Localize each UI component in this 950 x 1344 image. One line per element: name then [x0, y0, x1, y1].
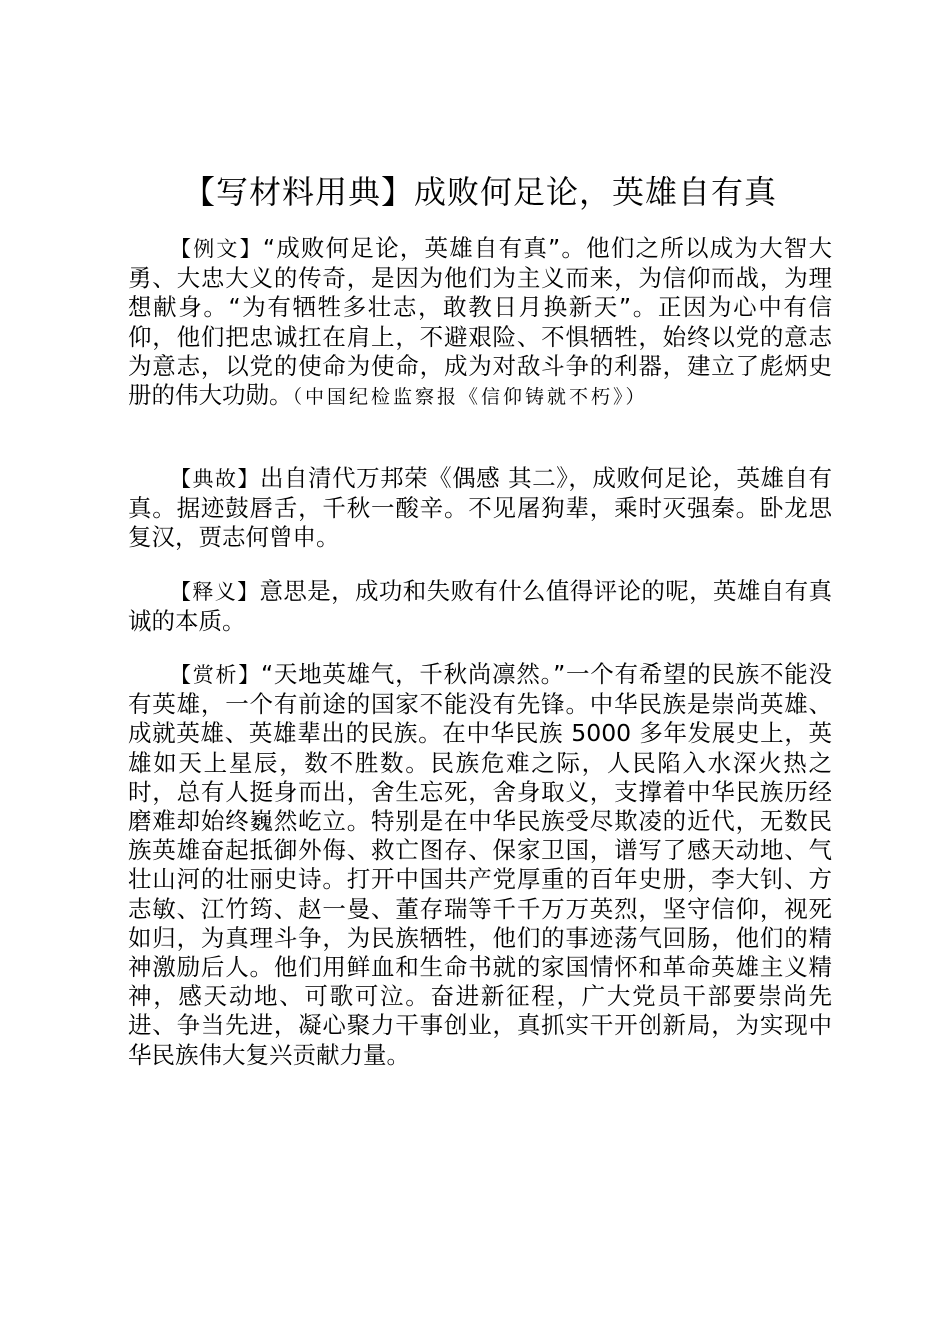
example-paragraph — [128, 234, 832, 412]
allusion-tag: 【典故】 — [170, 467, 261, 491]
example-tag: 【例文】 — [170, 237, 263, 261]
document-title: 【写材料用典】成败何足论，英雄自有真 — [182, 173, 777, 211]
appreciation-tag: 【赏析】 — [170, 663, 261, 687]
allusion-text: 出自清代万邦荣《偶感 其二》，成败何足论，英雄自有真。据迹鼓唇舌，千秋一酸辛。不见屠狗辈，乘时灭强秦。卧龙思复汉，贾志何曾申。 — [128, 464, 832, 552]
example-source: （中国纪检监察报《信仰铸就不朽》） — [292, 386, 648, 409]
meaning-text: 意思是，成功和失败有什么值得评论的呢，英雄自有真诚的本质。 — [128, 577, 833, 636]
appreciation-paragraph — [128, 660, 832, 1070]
appreciation-text: “天地英雄气，千秋尚凛然。”一个有希望的民族不能没有英雄，一个有前途的国家不能没有先锋。中华民族是崇尚英雄、成就英雄、英雄辈出的民族。在中华民族 5000 多年发展史上，英雄如天上星辰，数不胜数。民族危难之际，人民陷入水深火热之时，总有人挺身而出，舍生忘死，舍身取义，支撑着中华民族历经磨难却始终巍然屹立。特别是在中华民族受尽欺凌的近代，无数民族英雄奋起抵御外侮、救亡图存、保家卫国，谱写了感天动地、气壮山河的壮丽史诗。打开中国共产党厚重的百年史册，李大钊、方志敏、江竹筠、赵一曼、董存瑞等千千万万英烈，坚守信仰，视死如归，为真理斗争，为民族牺牲，他们的事迹荡气回肠，他们的精神激励后人。他们用鲜血和生命书就的家国情怀和革命英雄主义精神，感天动地、可歌可泣。奋进新征程，广大党员干部要崇尚先进、争当先进，凝心聚力干事创业，真抓实干开创新局，为实现中华民族伟大复兴贡献力量。 — [128, 660, 832, 1069]
meaning-tag: 【释义】 — [170, 580, 260, 604]
meaning-paragraph — [128, 577, 832, 636]
allusion-paragraph — [128, 464, 832, 553]
example-text: “成败何足论，英雄自有真”。他们之所以成为大智大勇、大忠大义的传奇，是因为他们为主义而来，为信仰而战，为理想献身。“为有牺牲多壮志，敢教日月换新天”。正因为心中有信仰，他们把忠诚扛在肩上，不避艰险、不惧牺牲，始终以党的意志为意志，以党的使命为使命，成为对敌斗争的利器，建立了彪炳史册的伟大功勋。 — [128, 234, 832, 410]
